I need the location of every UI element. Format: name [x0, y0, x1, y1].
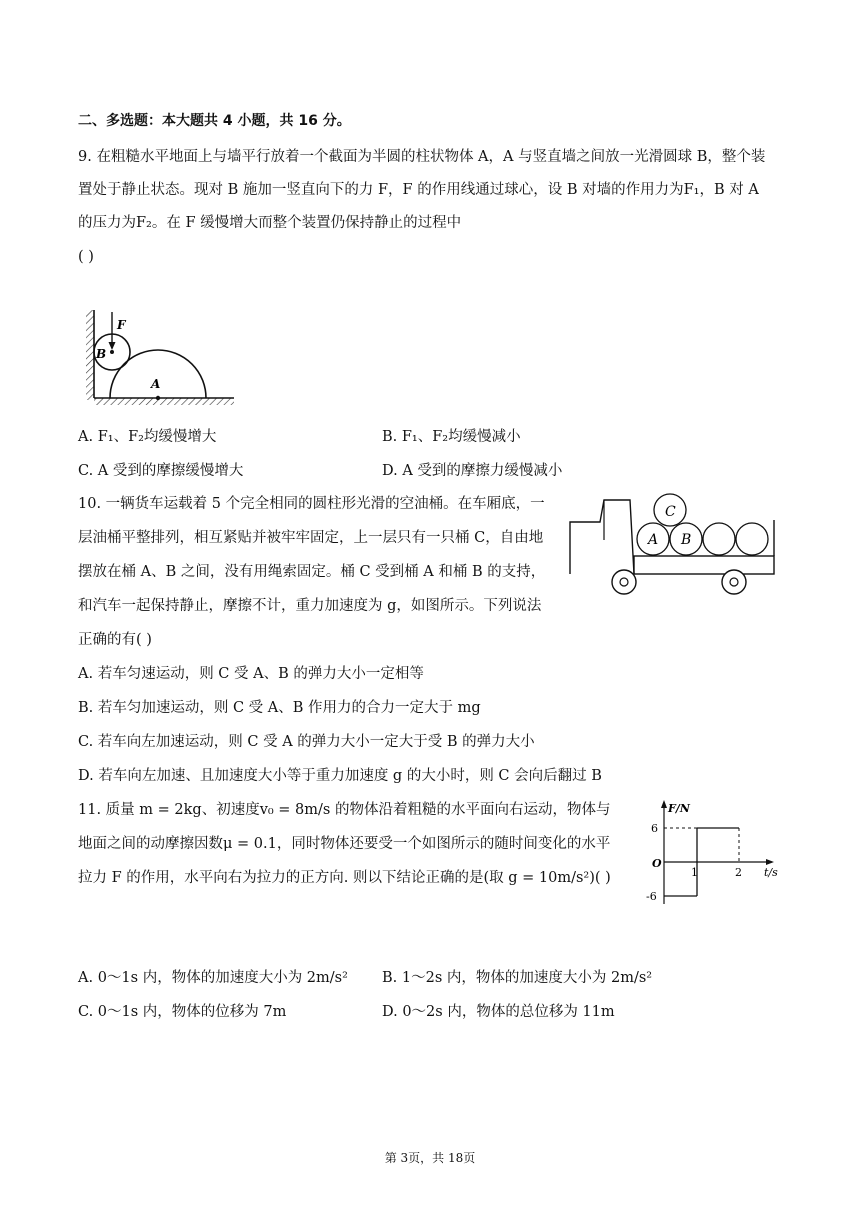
q11-line-2: 地面之间的动摩擦因数μ = 0.1，同时物体还要受一个如图所示的随时间变化的水平	[78, 836, 611, 852]
x-axis-label: t/s	[764, 866, 778, 879]
q9-line-1: 9. 在粗糙水平地面上与墙平行放着一个截面为半圆的柱状物体 A，A 与竖直墙之间放一光滑圆球 B，整个装	[78, 149, 766, 165]
q11-option-d: D. 0～2s 内，物体的总位移为 11m	[382, 1004, 615, 1020]
label-B: B	[96, 347, 107, 361]
y-tick-neg6: -6	[646, 890, 657, 903]
barrel-3	[703, 523, 735, 555]
label-A: A	[151, 377, 161, 391]
x-axis-arrowhead	[766, 859, 774, 865]
barrel-4	[736, 523, 768, 555]
q11-option-b: B. 1～2s 内，物体的加速度大小为 2m/s²	[382, 970, 653, 986]
q9-option-d: D. A 受到的摩擦力缓慢减小	[382, 463, 563, 479]
label-A: A	[648, 532, 659, 548]
q10-option-b: B. 若车匀加速运动，则 C 受 A、B 作用力的合力一定大于 mg	[78, 700, 481, 716]
q10-line-2: 层油桶平整排列，相互紧贴并被牢牢固定，上一层只有一只桶 C，自由地	[78, 530, 544, 546]
q9-option-a: A. F₁、F₂均缓慢增大	[78, 429, 217, 445]
q11-option-c: C. 0～1s 内，物体的位移为 7m	[78, 1004, 287, 1020]
section-title: 二、多选题：本大题共 4 小题，共 16 分。	[78, 113, 351, 129]
q11-force-time-graph	[640, 796, 790, 916]
label-B: B	[681, 532, 692, 548]
q9-line-3: 的压力为F₂。在 F 缓慢增大而整个装置仍保持静止的过程中	[78, 215, 462, 231]
label-F: F	[117, 318, 126, 332]
q10-truck-figure	[568, 490, 780, 602]
q10-option-d: D. 若车向左加速、且加速度大小等于重力加速度 g 的大小时，则 C 会向后翻过 B	[78, 768, 602, 784]
ball-B-center	[110, 350, 114, 354]
q9-option-c: C. A 受到的摩擦缓慢增大	[78, 463, 244, 479]
q10-line-1: 10. 一辆货车运载着 5 个完全相同的圆柱形光滑的空油桶。在车厢底，一	[78, 496, 545, 512]
q10-option-a: A. 若车匀速运动，则 C 受 A、B 的弹力大小一定相等	[78, 666, 424, 682]
q9-line-2: 置处于静止状态。现对 B 施加一竖直向下的力 F，F 的作用线通过球心，设 B 对墙的作用力为F₁，B 对 A	[78, 182, 759, 198]
x-tick-1: 1	[691, 866, 698, 879]
truck-cab	[570, 500, 634, 574]
q9-figure	[80, 308, 240, 412]
truck-bed	[634, 556, 774, 574]
q11-line-3: 拉力 F 的作用，水平向右为拉力的正方向. 则以下结论正确的是(取 g = 10m/s²)( )	[78, 870, 611, 886]
q11-line-1: 11. 质量 m = 2kg、初速度v₀ = 8m/s 的物体沿着粗糙的水平面向右运动，物体与	[78, 802, 611, 818]
q9-option-b: B. F₁、F₂均缓慢减小	[382, 429, 521, 445]
semicircle-A-center	[156, 396, 160, 400]
wheel-rear	[722, 570, 746, 594]
q10-option-c: C. 若车向左加速运动，则 C 受 A 的弹力大小一定大于受 B 的弹力大小	[78, 734, 535, 750]
q10-line-5: 正确的有( )	[78, 632, 152, 648]
x-tick-2: 2	[735, 866, 742, 879]
origin-label: O	[652, 857, 662, 870]
y-tick-6: 6	[651, 822, 658, 835]
q10-line-3: 摆放在桶 A、B 之间，没有用绳索固定。桶 C 受到桶 A 和桶 B 的支持，	[78, 564, 546, 580]
y-axis-arrowhead	[661, 800, 667, 808]
q11-option-a: A. 0～1s 内，物体的加速度大小为 2m/s²	[78, 970, 348, 986]
y-axis-label: F/N	[668, 802, 690, 815]
force-F-arrowhead	[109, 342, 116, 350]
q10-line-4: 和汽车一起保持静止，摩擦不计，重力加速度为 g，如图所示。下列说法	[78, 598, 542, 614]
q9-answer-blank: ( )	[78, 249, 94, 265]
page-footer: 第 3页，共 18页	[384, 1151, 476, 1165]
ground	[94, 398, 234, 405]
wheel-front	[612, 570, 636, 594]
label-C: C	[665, 504, 676, 520]
wall	[86, 310, 94, 400]
